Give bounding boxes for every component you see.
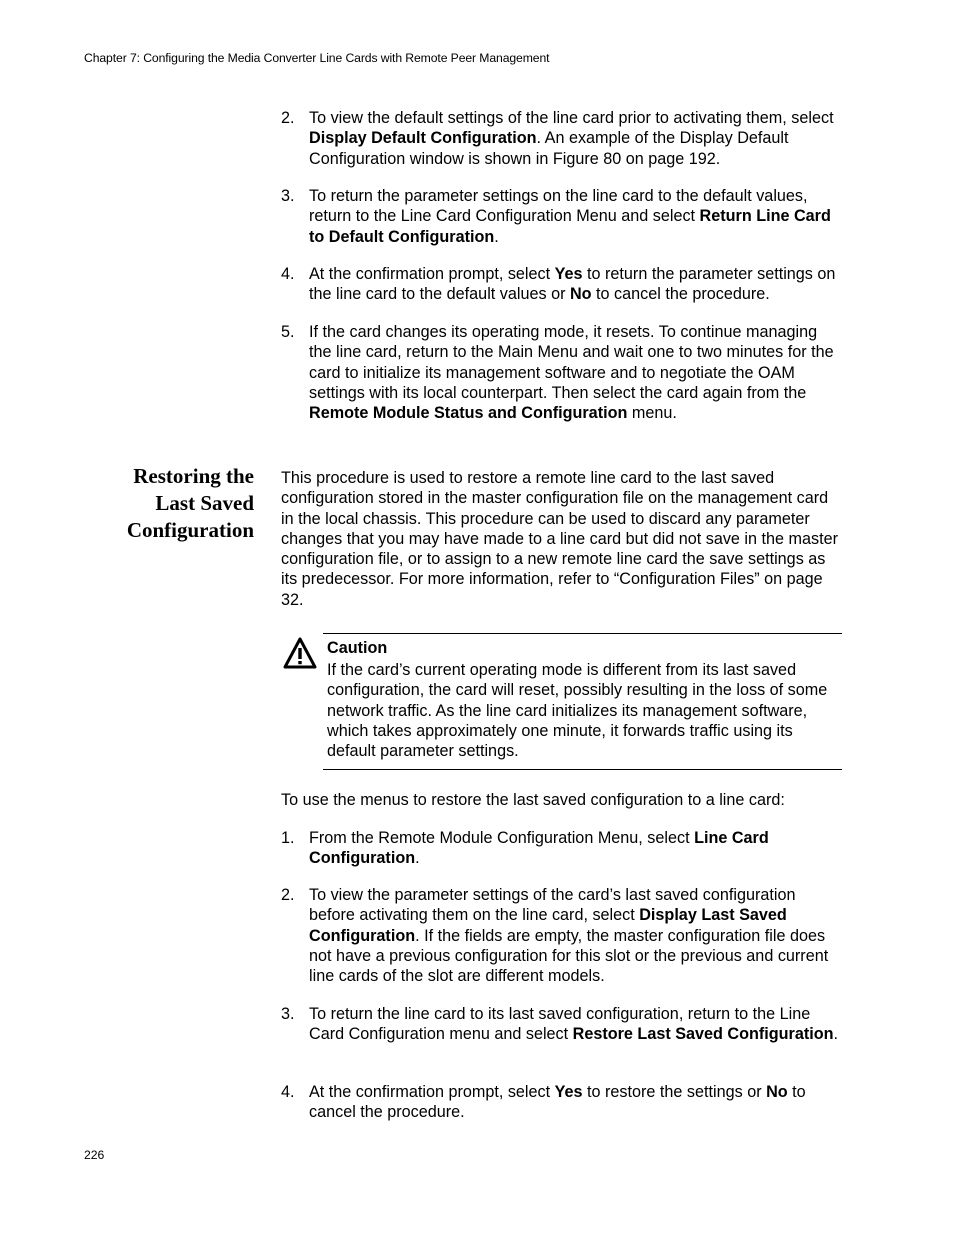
- list-number: 5.: [281, 323, 295, 341]
- bold-term: Yes: [554, 265, 583, 283]
- text-run: to return the parameter settings on the line card to the default values or: [309, 265, 836, 304]
- caution-box: [323, 633, 842, 770]
- text-run: .: [494, 227, 499, 246]
- text-run: .: [415, 849, 420, 868]
- text-run: menu.: [627, 404, 677, 423]
- bold-term: Yes: [554, 1083, 583, 1101]
- list-text: [309, 828, 843, 869]
- section-heading-line: Restoring the: [133, 464, 254, 488]
- text-run: At the confirmation prompt, select: [309, 265, 555, 283]
- bold-term: Display Last Saved Configuration: [309, 906, 787, 945]
- list-item: [281, 264, 843, 305]
- list-item: [281, 322, 843, 423]
- text-run: . If the fields are empty, the master configuration file does not have a previous configuration for this slot or the previous and current line cards of the slot are different models.: [309, 926, 829, 986]
- bold-term: No: [569, 285, 592, 304]
- list-text: [309, 108, 843, 169]
- list-item: [281, 828, 843, 869]
- section-intro-paragraph: This procedure is used to restore a remote line card to the last saved configuration stored in the master configuration file on the management card in the local chassis. This procedure can be used to discard any parameter changes that you may have made to a line card but did not save in the master configuration file, or to assign to a new remote line card the save settings as its predecessor. For more information, refer to “Configuration Files” on page 32.: [281, 469, 838, 609]
- list-number: 3.: [281, 1005, 295, 1023]
- list-item: [281, 186, 843, 247]
- list-number: 2.: [281, 886, 295, 904]
- list-text: [309, 186, 843, 247]
- text-run: .: [833, 1025, 838, 1044]
- text-run: to restore the settings or: [582, 1083, 767, 1101]
- list-text: [309, 885, 843, 986]
- list-item: [281, 1004, 843, 1045]
- bold-term: No: [766, 1083, 788, 1101]
- list-number: 4.: [281, 265, 295, 283]
- section-heading: [100, 463, 254, 544]
- bold-term: Line Card Configuration: [309, 829, 769, 868]
- list-text: [309, 322, 843, 423]
- text-run: To return the parameter settings on the line card to the default values, return to the Line Card Configuration Menu and select: [309, 187, 808, 226]
- bold-term: Return Line Card to Default Configuration: [309, 207, 831, 246]
- text-run: If the card changes its operating mode, it resets. To continue managing the line card, return to the Main Menu and wait one to two minutes for the card to initialize its management software and to negotiate the OAM settings with its local counterpart. Then select the card again from the: [309, 323, 834, 402]
- list-text: [309, 1004, 843, 1045]
- text-run: To view the default settings of the line card prior to activating them, select: [309, 109, 834, 127]
- list-number: 2.: [281, 109, 295, 127]
- bold-term: Remote Module Status and Configuration: [309, 404, 628, 423]
- list-item: [281, 1082, 843, 1123]
- text-run: to cancel the procedure.: [591, 285, 770, 304]
- page-number: 226: [84, 1148, 105, 1162]
- list-text: [309, 264, 843, 305]
- list-item: [281, 108, 843, 169]
- list-number: 3.: [281, 187, 295, 205]
- warning-triangle-icon: [283, 637, 317, 669]
- list-number: 4.: [281, 1083, 295, 1101]
- section-heading-line: Configuration: [126, 518, 254, 542]
- text-run: To return the line card to its last saved configuration, return to the Line Card Configuration menu and select: [309, 1005, 811, 1044]
- running-header: Chapter 7: Configuring the Media Converter Line Cards with Remote Peer Management: [84, 51, 550, 65]
- bold-term: Restore Last Saved Configuration: [572, 1025, 834, 1044]
- text-run: to cancel the procedure.: [309, 1083, 806, 1122]
- text-run: To view the parameter settings of the card’s last saved configuration before activating them on the line card, select: [309, 886, 796, 925]
- caution-title: Caution: [327, 639, 388, 657]
- text-run: From the Remote Module Configuration Menu, select: [309, 829, 695, 847]
- list-item: [281, 885, 843, 986]
- caution-text: If the card’s current operating mode is different from its last saved configuration, the card will reset, possibly resulting in the loss of some network traffic. As the line card initializes its management software, which takes approximately one minute, it forwards traffic using its default parameter settings.: [327, 661, 828, 761]
- text-run: . An example of the Display Default Configuration window is shown in Figure 80 on page 192.: [309, 129, 789, 168]
- bold-term: Display Default Configuration: [309, 129, 537, 148]
- list-number: 1.: [281, 829, 295, 847]
- caution-notice: [281, 633, 842, 770]
- text-run: At the confirmation prompt, select: [309, 1083, 555, 1101]
- list-text: [309, 1082, 843, 1123]
- steps-intro: To use the menus to restore the last saved configuration to a line card:: [281, 791, 785, 809]
- section-heading-line: Last Saved: [155, 491, 254, 515]
